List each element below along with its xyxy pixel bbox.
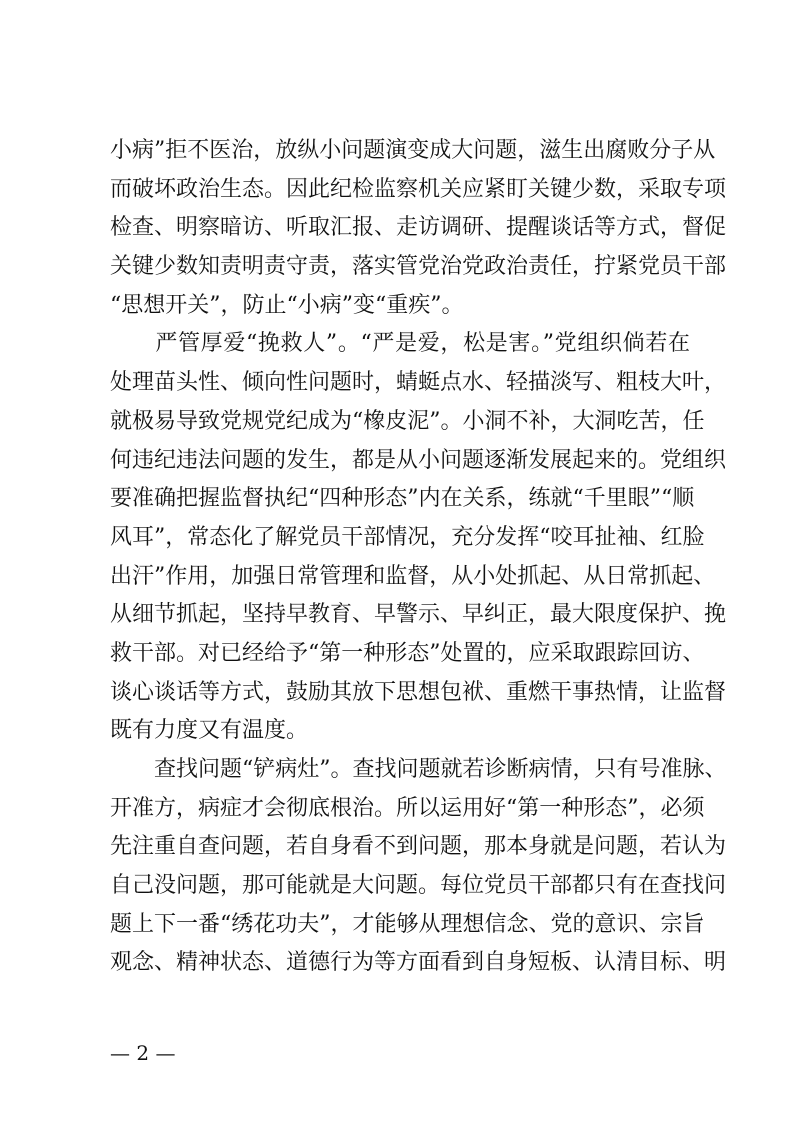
text-line: 风耳”，常态化了解党员干部情况，充分发挥“咬耳扯袖、红脸 xyxy=(110,524,705,550)
paragraph-2 xyxy=(110,325,727,751)
paragraph-3 xyxy=(110,751,727,983)
paragraph-1 xyxy=(110,132,727,325)
text-line: 小病”拒不医治，放纵小问题演变成大问题，滋生出腐败分子从 xyxy=(110,138,716,163)
text-line: 而破坏政治生态。因此纪检监察机关应紧盯关键少数，采取专项 xyxy=(110,176,727,202)
text-line: 谈心谈话等方式，鼓励其放下思想包袱、重燃干事热情，让监督 xyxy=(110,679,727,705)
text-line: 关键少数知责明责守责，落实管党治党政治责任，拧紧党员干部 xyxy=(110,254,727,280)
text-line: 从细节抓起，坚持早教育、早警示、早纠正，最大限度保护、挽 xyxy=(110,602,727,628)
text-line: 就极易导致党规党纪成为“橡皮泥”。小洞不补，大洞吃苦，任 xyxy=(110,408,705,434)
text-line: 先注重自查问题，若自身看不到问题，那本身就是问题，若认为 xyxy=(110,834,727,860)
text-line: 开准方，病症才会彻底根治。所以运用好“第一种形态”，必须 xyxy=(110,795,705,821)
text-line: 要准确把握监督执纪“四种形态”内在关系，练就“千里眼”“顺 xyxy=(110,486,695,512)
text-line: 检查、明察暗访、听取汇报、走访调研、提醒谈话等方式，督促 xyxy=(110,215,727,241)
text-line: 严管厚爱“挽救人”。“严是爱，松是害。”党组织倘若在 xyxy=(110,331,690,357)
text-line: 处理苗头性、倾向性问题时，蜻蜓点水、轻描淡写、粗枝大叶， xyxy=(110,370,727,396)
text-line: 观念、精神状态、道德行为等方面看到自身短板、认清目标、明 xyxy=(110,950,727,976)
text-line: “思想开关”，防止“小病”变“重疾”。 xyxy=(110,292,464,318)
text-line: 自己没问题，那可能就是大问题。每位党员干部都只有在查找问 xyxy=(110,873,727,899)
document-body xyxy=(110,132,727,983)
page-number: — 2 — xyxy=(110,1041,176,1065)
text-line: 何违纪违法问题的发生，都是从小问题逐渐发展起来的。党组织 xyxy=(110,447,727,473)
text-line: 出汗”作用，加强日常管理和监督，从小处抓起、从日常抓起、 xyxy=(110,563,716,589)
text-line: 查找问题“铲病灶”。查找问题就若诊断病情，只有号准脉、 xyxy=(110,757,727,782)
text-line: 救干部。对已经给予“第一种形态”处置的，应采取跟踪回访、 xyxy=(110,640,705,666)
text-line: 题上下一番“绣花功夫”，才能够从理想信念、党的意识、宗旨 xyxy=(110,911,705,937)
text-line: 既有力度又有温度。 xyxy=(110,718,309,744)
